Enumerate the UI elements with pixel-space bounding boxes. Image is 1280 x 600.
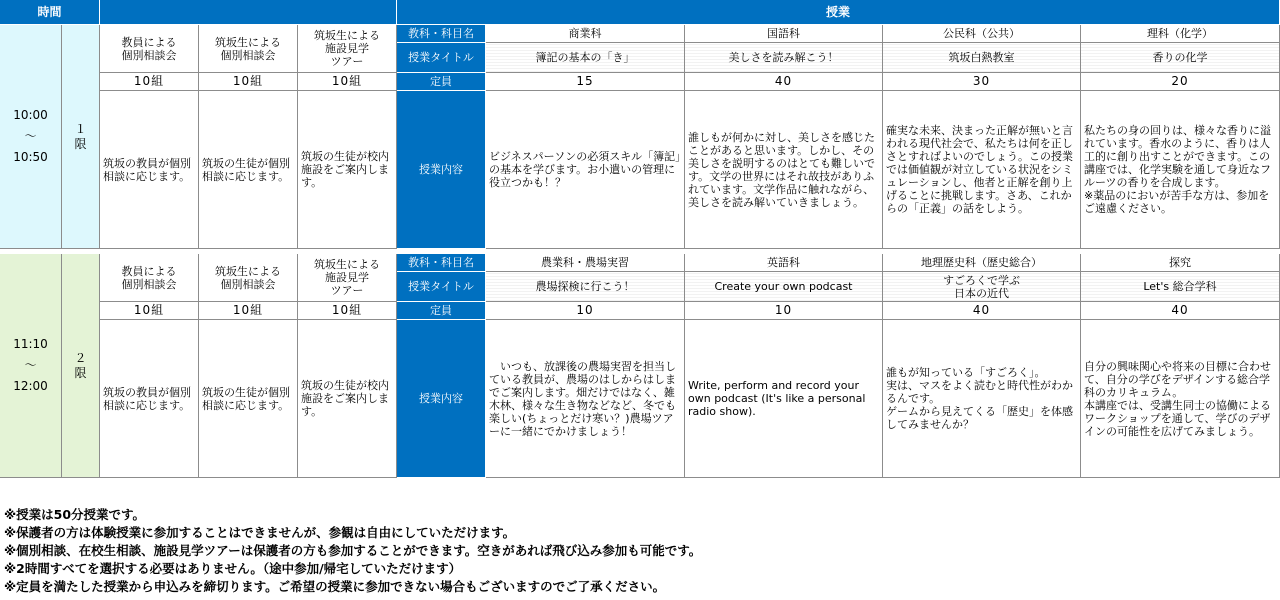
consult-name-text: 教員による 個別相談会 xyxy=(121,264,177,291)
label-capacity-text: 定員 xyxy=(430,304,452,317)
consult-count-text: 10組 xyxy=(331,74,363,88)
label-capacity xyxy=(397,302,486,320)
class-title xyxy=(883,43,1081,73)
consult-name-text: 筑坂生による 施設見学 ツアー xyxy=(314,258,380,297)
label-subject-text: 教科・科目名 xyxy=(408,256,474,269)
time-end: 12:00 xyxy=(13,379,48,393)
class-capacity-text: 20 xyxy=(1171,74,1189,88)
consult-name xyxy=(199,254,298,302)
class-capacity-text: 40 xyxy=(972,303,991,317)
class-capacity xyxy=(486,73,685,91)
class-subject-text: 英語科 xyxy=(767,256,800,269)
class-capacity-text: 40 xyxy=(774,74,793,88)
class-subject-text: 商業科 xyxy=(568,27,602,40)
label-subject xyxy=(397,254,486,272)
label-title-text: 授業タイトル xyxy=(408,51,474,64)
label-title-text: 授業タイトル xyxy=(408,280,474,293)
note-line: ※定員を満たした授業から申込みを締切ります。ご希望の授業に参加できない場合もございますのでご了承ください。 xyxy=(4,579,666,594)
blank-header xyxy=(100,0,397,25)
note-line: ※授業は50分授業です。 xyxy=(4,507,146,522)
consult-count xyxy=(199,302,298,320)
consult-name-text: 筑坂生による 個別相談会 xyxy=(215,264,281,291)
label-subject-text: 教科・科目名 xyxy=(408,27,474,40)
class-capacity xyxy=(1081,73,1280,91)
class-capacity xyxy=(685,302,883,320)
class-content-text: ビジネスパーソンの必須スキル「簿記」の基本を学びます。お小遣いの管理に役立つかも！？ xyxy=(489,150,681,189)
class-title-text: 簿記の基本の「き」 xyxy=(535,51,635,64)
class-content-text: 私たちの身の回りは、様々な香りに溢れています。香水のように、香りは人工的に創り出すことができます。この講座では、化学実験を通して身近なフルーツの香りを合成します。 ※薬品のにおいが苦手な方は、参加をご遠慮ください。 xyxy=(1084,124,1271,215)
note-line: ※個別相談、在校生相談、施設見学ツアーは保護者の方も参加することができます。空きがあれば飛び込み参加も可能です。 xyxy=(4,543,702,558)
consult-name xyxy=(199,25,298,73)
consult-name xyxy=(100,254,199,302)
consult-desc xyxy=(298,320,397,478)
label-capacity-text: 定員 xyxy=(430,75,452,88)
class-subject xyxy=(883,25,1081,43)
consult-count-text: 10組 xyxy=(133,303,165,317)
class-content xyxy=(685,320,883,478)
class-subject xyxy=(883,254,1081,272)
class-content xyxy=(486,91,685,249)
time-start: 10:00 xyxy=(13,108,48,122)
consult-name-text: 教員による 個別相談会 xyxy=(121,35,177,62)
label-content xyxy=(397,320,486,478)
time-header xyxy=(0,0,100,25)
period-cell xyxy=(62,25,100,249)
consult-desc-text: 筑坂の生徒が個別相談に応じます。 xyxy=(202,156,290,183)
consult-count-text: 10組 xyxy=(232,303,264,317)
label-content-text: 授業内容 xyxy=(419,163,463,176)
consult-desc xyxy=(100,91,199,249)
consult-desc-text: 筑坂の生徒が校内施設をご案内します。 xyxy=(301,379,389,418)
class-content xyxy=(1081,320,1280,478)
class-capacity xyxy=(1081,302,1280,320)
consult-count xyxy=(298,302,397,320)
class-subject xyxy=(685,25,883,43)
class-subject-text: 探究 xyxy=(1169,256,1191,269)
class-content-text: いつも、放課後の農場実習を担当している教員が、農場のはしからはしまでご案内します。畑だけではなく、雑木林、様々な生き物などなど、冬でも楽しい(ちょっとだけ寒い？)農場ツアーに一緒にでかけましょう！ xyxy=(489,359,676,438)
class-capacity-text: 10 xyxy=(774,303,793,317)
time-start: 11:10 xyxy=(13,337,48,351)
class-subject xyxy=(486,25,685,43)
class-title xyxy=(1081,272,1280,302)
time-sep: ～ xyxy=(24,129,37,143)
class-capacity xyxy=(685,73,883,91)
class-subject-text: 農業科・農場実習 xyxy=(541,256,629,269)
class-title xyxy=(486,272,685,302)
note-line: ※2時間すべてを選択する必要はありません。（途中参加/帰宅していただけます） xyxy=(4,561,462,576)
class-content-text: 確実な未来、決まった正解が無いと言われる現代社会で、私たちは何を正しさとすればよいのでしょう。この授業では価値観が対立している状況をシミュレーションし、他者と正解を創り上げることに挑戦します。さあ、これからの「正義」の話をしよう。 xyxy=(886,124,1073,215)
consult-name-text: 筑坂生による 個別相談会 xyxy=(215,35,281,62)
period-cell xyxy=(62,254,100,478)
class-subject-text: 理科（化学） xyxy=(1147,27,1213,40)
consult-count-text: 10組 xyxy=(331,303,363,317)
class-capacity-text: 30 xyxy=(972,74,991,88)
consult-count xyxy=(298,73,397,91)
classes-header xyxy=(397,0,1280,25)
class-title-text: 美しさを読み解こう！ xyxy=(728,51,839,64)
class-subject xyxy=(1081,25,1280,43)
class-title xyxy=(1081,43,1280,73)
consult-name xyxy=(100,25,199,73)
notes xyxy=(4,506,1274,596)
class-title xyxy=(486,43,685,73)
consult-count-text: 10組 xyxy=(232,74,264,88)
consult-name xyxy=(298,25,397,73)
class-capacity-text: 40 xyxy=(1171,303,1189,317)
class-content-text: Write, perform and record your own podcast (It's like a personal radio show). xyxy=(688,379,869,418)
class-capacity xyxy=(883,302,1081,320)
class-content-text: 自分の興味関心や将来の目標に合わせて、自分の学びをデザインする総合学科のカリキュラム。 本講座では、受講生同士の協働によるワークショップを通して、学びのデザインの可能性を広げてみましょう。 xyxy=(1084,359,1271,438)
class-title-text: Create your own podcast xyxy=(714,280,853,293)
consult-count xyxy=(100,73,199,91)
time-cell xyxy=(0,254,62,478)
label-content-text: 授業内容 xyxy=(419,392,463,405)
class-content-text: 誰しもが何かに対し、美しさを感じたことがあると思います。しかし、その美しさを説明するのはとても難しいです。文学の世界にはそれ故技がありふれています。文学作品に触れながら、美しさを読み解いていきましょう。 xyxy=(688,130,875,209)
class-title-text: Let's 総合学科 xyxy=(1143,280,1217,293)
class-subject xyxy=(1081,254,1280,272)
consult-name-text: 筑坂生による 施設見学 ツアー xyxy=(314,29,380,68)
class-content xyxy=(883,91,1081,249)
class-subject-text: 地理歴史科（歴史総合） xyxy=(921,256,1042,269)
class-title-text: 農場探検に行こう！ xyxy=(535,280,635,293)
time-end: 10:50 xyxy=(13,150,48,164)
consult-desc xyxy=(199,91,298,249)
class-content xyxy=(685,91,883,249)
classes-header-text: 授業 xyxy=(825,4,850,19)
class-title-text: 筑坂白熱教室 xyxy=(948,51,1015,64)
class-title-text: 香りの化学 xyxy=(1152,51,1208,64)
period-cell-text: １ 限 xyxy=(74,121,87,151)
label-subject xyxy=(397,25,486,43)
class-title xyxy=(685,43,883,73)
consult-desc-text: 筑坂の教員が個別相談に応じます。 xyxy=(103,385,191,412)
label-content xyxy=(397,91,486,249)
consult-desc xyxy=(100,320,199,478)
class-title-text: すごろくで学ぶ 日本の近代 xyxy=(943,273,1020,300)
consult-count xyxy=(100,302,199,320)
label-capacity xyxy=(397,73,486,91)
consult-name xyxy=(298,254,397,302)
class-subject xyxy=(486,254,685,272)
time-sep: ～ xyxy=(24,358,37,372)
class-subject xyxy=(685,254,883,272)
class-content xyxy=(486,320,685,478)
consult-count xyxy=(199,73,298,91)
time-cell xyxy=(0,25,62,249)
class-title xyxy=(685,272,883,302)
consult-desc xyxy=(199,320,298,478)
consult-desc xyxy=(298,91,397,249)
class-content xyxy=(1081,91,1280,249)
class-title xyxy=(883,272,1081,302)
consult-desc-text: 筑坂の生徒が個別相談に応じます。 xyxy=(202,385,290,412)
consult-desc-text: 筑坂の教員が個別相談に応じます。 xyxy=(103,156,191,183)
class-capacity-text: 10 xyxy=(576,303,594,317)
time-header-text: 時間 xyxy=(37,4,62,19)
label-title xyxy=(397,272,486,302)
class-content-text: 誰もが知っている「すごろく」。 実は、マスをよく読むと時代性がわかるんです。 ゲームから見えてくる「歴史」を体感してみませんか？ xyxy=(886,366,1073,431)
consult-desc-text: 筑坂の生徒が校内施設をご案内します。 xyxy=(301,150,389,189)
class-capacity xyxy=(486,302,685,320)
class-capacity-text: 15 xyxy=(576,74,594,88)
class-subject-text: 公民科（公共） xyxy=(943,27,1020,40)
label-title xyxy=(397,43,486,73)
class-capacity xyxy=(883,73,1081,91)
class-subject-text: 国語科 xyxy=(767,27,800,40)
period-cell-text: ２ 限 xyxy=(74,350,87,380)
class-content xyxy=(883,320,1081,478)
note-line: ※保護者の方は体験授業に参加することはできませんが、参観は自由にしていただけます。 xyxy=(4,525,516,540)
consult-count-text: 10組 xyxy=(133,74,165,88)
